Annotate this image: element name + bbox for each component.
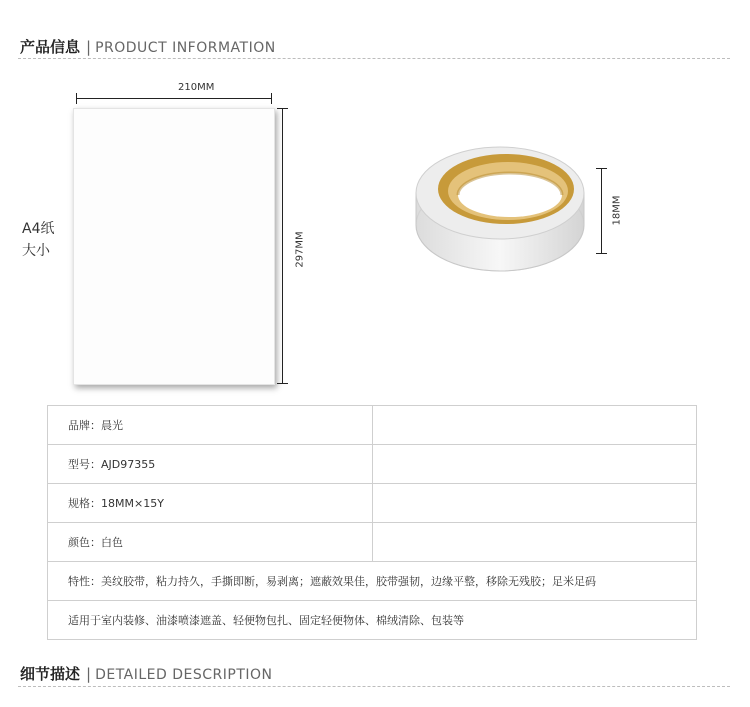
spec-model: 型号：AJD97355 <box>48 445 373 483</box>
section-header-product-info <box>20 36 276 57</box>
spec-empty-cell <box>373 484 696 522</box>
tape-width-tick-bottom <box>596 253 607 254</box>
section-title-zh: 细节描述 <box>20 665 81 683</box>
a4-paper <box>73 108 275 385</box>
spec-usage: 适用于室内装修、油漆喷漆遮盖、轻便物包扎、固定轻便物体、棉绒清除、包装等 <box>68 614 464 627</box>
height-dimension-tick-bottom <box>277 383 288 384</box>
spec-row-brand <box>48 406 696 444</box>
tape-roll-image <box>408 145 593 275</box>
spec-empty-cell <box>373 523 696 561</box>
height-dimension-label: 297MM <box>294 231 306 268</box>
dashed-divider <box>18 686 730 687</box>
spec-color: 颜色：白色 <box>48 523 373 561</box>
dashed-divider <box>18 58 730 59</box>
section-header-detail <box>20 663 273 684</box>
section-title-zh: 产品信息 <box>20 38 81 56</box>
spec-row-model <box>48 444 696 483</box>
spec-row-color <box>48 522 696 561</box>
tape-width-tick-top <box>596 168 607 169</box>
spec-row-size <box>48 483 696 522</box>
spec-brand: 品牌：晨光 <box>48 406 373 444</box>
spec-table <box>47 405 697 640</box>
width-dimension-tick-left <box>76 93 77 104</box>
tape-width-label: 18MM <box>611 195 623 226</box>
paper-size-label-line2: 大小 <box>22 243 50 259</box>
section-title-en: PRODUCT INFORMATION <box>95 40 276 56</box>
tape-width-dimension-line <box>601 168 602 254</box>
paper-size-label-line1: A4纸 <box>22 221 55 237</box>
paper-size-label <box>22 218 54 262</box>
spec-row-features <box>48 561 696 600</box>
width-dimension-label: 210MM <box>178 82 215 93</box>
width-dimension-line <box>76 98 272 99</box>
spec-row-usage <box>48 600 696 639</box>
section-divider: | <box>86 38 92 56</box>
spec-size: 规格：18MM×15Y <box>48 484 373 522</box>
height-dimension-line <box>282 108 283 384</box>
spec-empty-cell <box>373 406 696 444</box>
section-title-en: DETAILED DESCRIPTION <box>95 667 273 683</box>
spec-empty-cell <box>373 445 696 483</box>
width-dimension-tick-right <box>271 93 272 104</box>
section-divider: | <box>86 665 92 683</box>
height-dimension-tick-top <box>277 108 288 109</box>
spec-features: 特性：美纹胶带，粘力持久，手撕即断，易剥离；遮蔽效果佳，胶带强韧，边缘平整，移除无残胶；足米足码 <box>68 575 596 588</box>
